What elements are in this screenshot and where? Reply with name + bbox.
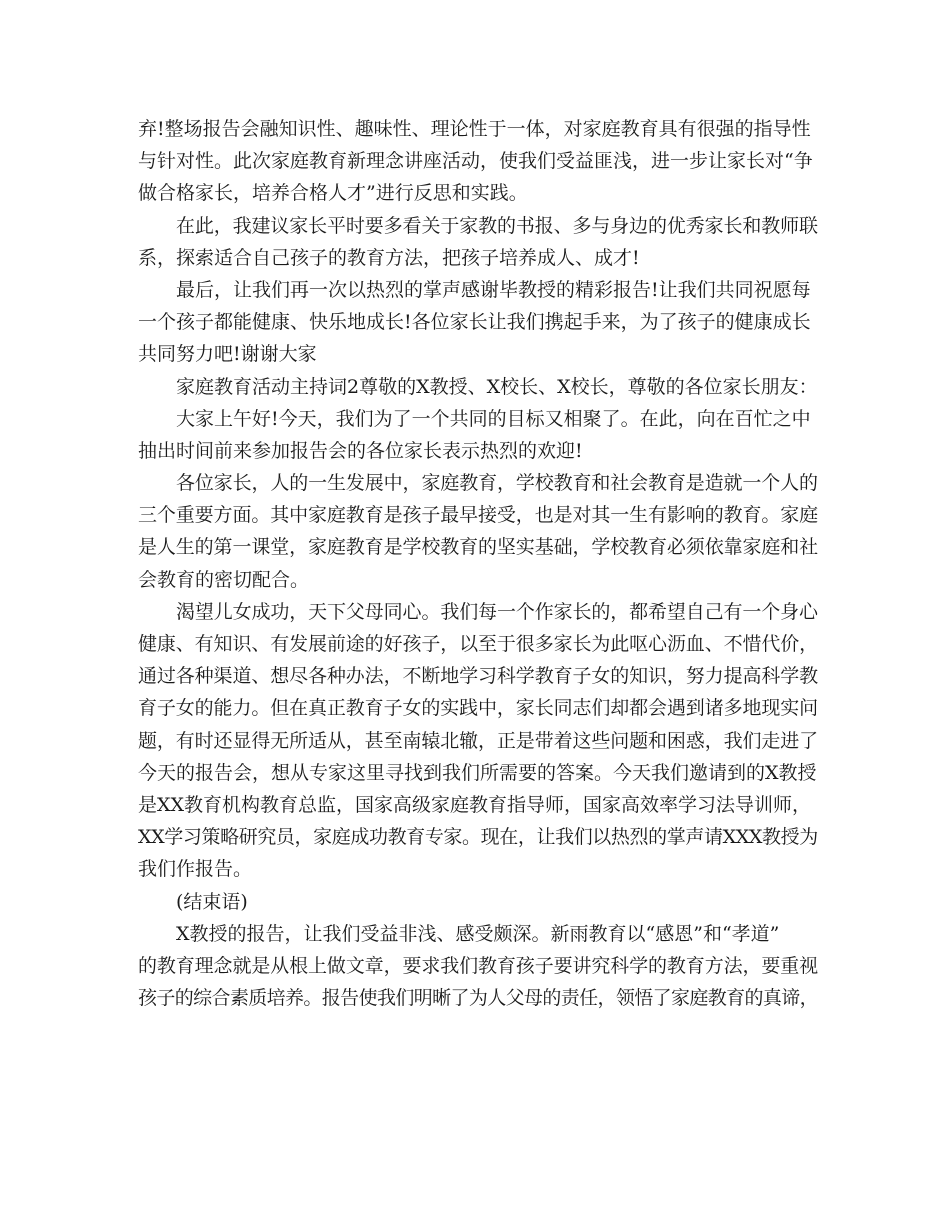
text-line: 题，有时还显得无所适从，甚至南辕北辙，正是带着这些问题和困惑，我们走进了: [138, 729, 819, 752]
text-line: 是XX教育机构教育总监，国家高级家庭教育指导师，国家高效率学习法导训师，: [138, 793, 812, 816]
text-line: 三个重要方面。其中家庭教育是孩子最早接受，也是对其一生有影响的教育。家庭: [138, 504, 819, 527]
text-line: 做合格家长，培养合格人才”进行反思和实践。: [138, 182, 528, 205]
text-line: 弃!整场报告会融知识性、趣味性、理论性于一体，对家庭教育具有很强的指导性: [138, 118, 811, 140]
text-line: 在此，我建议家长平时要多看关于家教的书报、多与身边的优秀家长和教师联: [176, 214, 818, 237]
text-line: 是人生的第一课堂，家庭教育是学校教育的坚实基础，学校教育必须依靠家庭和社: [138, 536, 819, 559]
text-line: 系，探索适合自己孩子的教育方法，把孩子培养成人、成才!: [138, 246, 640, 269]
text-line: 家庭教育活动主持词2尊敬的X教授、X校长、X校长，尊敬的各位家长朋友：: [176, 375, 818, 398]
text-line: 会教育的密切配合。: [138, 568, 310, 591]
text-line: 与针对性。此次家庭教育新理念讲座活动，使我们受益匪浅，进一步让家长对“争: [138, 150, 813, 173]
text-line: (结束语): [176, 890, 248, 913]
text-line: 健康、有知识、有发展前途的好孩子，以至于很多家长为此呕心沥血、不惜代价，: [138, 633, 819, 655]
text-line: 渴望儿女成功，天下父母同心。我们每一个作家长的，都希望自己有一个身心: [176, 600, 818, 623]
text-line: 抽出时间前来参加报告会的各位家长表示热烈的欢迎!: [138, 439, 583, 462]
text-line: 通过各种渠道、想尽各种办法，不断地学习科学教育子女的知识，努力提高科学教: [138, 665, 819, 688]
text-line: 今天的报告会，想从专家这里寻找到我们所需要的答案。今天我们邀请到的X教授: [138, 761, 817, 784]
document-body: [138, 113, 818, 1014]
text-line: 育子女的能力。但在真正教育子女的实践中，家长同志们却都会遇到诸多地现实问: [138, 697, 819, 720]
text-line: XX学习策略研究员，家庭成功教育专家。现在，让我们以热烈的掌声请XXX教授为: [138, 826, 818, 849]
text-line: 孩子的综合素质培养。报告使我们明晰了为人父母的责任，领悟了家庭教育的真谛，: [138, 987, 819, 1010]
text-line: 最后，让我们再一次以热烈的掌声感谢毕教授的精彩报告!让我们共同祝愿每: [176, 278, 811, 301]
text-line: 我们作报告。: [138, 858, 253, 881]
text-line: 的教育理念就是从根上做文章，要求我们教育孩子要讲究科学的教育方法，要重视: [138, 954, 819, 977]
text-line: X教授的报告，让我们受益非浅、感受颇深。新雨教育以“感恩”和“孝道”: [176, 922, 780, 945]
text-line: 共同努力吧!谢谢大家: [138, 343, 317, 366]
text-line: 大家上午好!今天，我们为了一个共同的目标又相聚了。在此，向在百忙之中: [176, 407, 811, 430]
text-line: 各位家长，人的一生发展中，家庭教育，学校教育和社会教育是造就一个人的: [176, 472, 818, 495]
text-line: 一个孩子都能健康、快乐地成长!各位家长让我们携起手来，为了孩子的健康成长: [138, 311, 811, 334]
